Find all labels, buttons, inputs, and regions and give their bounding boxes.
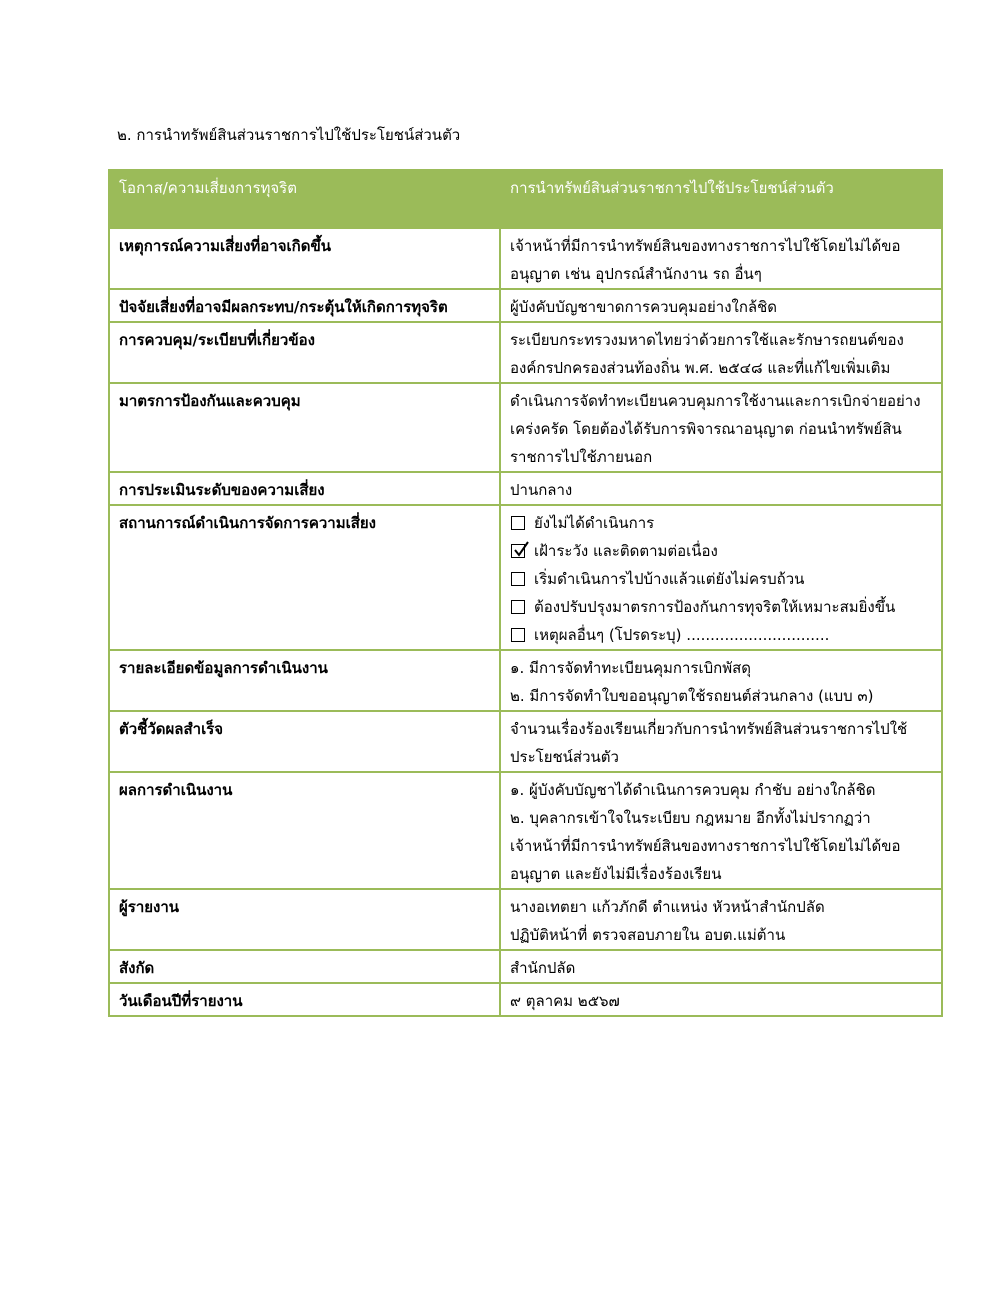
row-value-line: ราชการไปใช้ภายนอก: [510, 448, 653, 466]
checkbox-icon: [511, 600, 525, 614]
row-value: [500, 322, 942, 383]
table-row: [109, 472, 942, 505]
status-option-text: เหตุผลอื่นๆ (โปรดระบุ) ..............................: [534, 626, 830, 644]
table-row: [109, 889, 942, 950]
checkbox-icon: [511, 516, 525, 530]
table-row: [109, 772, 942, 889]
table-row: [109, 228, 942, 289]
row-value-line: อนุญาต และยังไม่มีเรื่องร้องเรียน: [510, 865, 722, 883]
row-value-line: จำนวนเรื่องร้องเรียนเกี่ยวกับการนำทรัพย์สินส่วนราชการไปใช้: [510, 720, 908, 738]
status-options: [500, 505, 942, 650]
row-value: [500, 772, 942, 889]
row-value: [500, 228, 942, 289]
row-value-line: ๑. ผู้บังคับบัญชาได้ดำเนินการควบคุม กำชับ อย่างใกล้ชิด: [510, 781, 876, 799]
table-row: [109, 711, 942, 772]
row-value-line: องค์กรปกครองส่วนท้องถิ่น พ.ศ. ๒๕๔๘ และที่แก้ไขเพิ่มเติม: [510, 359, 891, 377]
row-value-line: ผู้บังคับบัญชาขาดการควบคุมอย่างใกล้ชิด: [510, 298, 778, 316]
row-label: เหตุการณ์ความเสี่ยงที่อาจเกิดขึ้น: [109, 228, 500, 289]
row-value: [500, 472, 942, 505]
row-label: สถานการณ์ดำเนินการจัดการความเสี่ยง: [109, 505, 500, 650]
header-value: การนำทรัพย์สินส่วนราชการไปใช้ประโยชน์ส่วนตัว: [500, 170, 942, 228]
row-label: การควบคุม/ระเบียบที่เกี่ยวข้อง: [109, 322, 500, 383]
row-value: [500, 950, 942, 983]
row-value-line: สำนักปลัด: [510, 959, 576, 977]
status-option: [510, 621, 933, 649]
status-option: [510, 593, 933, 621]
row-value-line: อนุญาต เช่น อุปกรณ์สำนักงาน รถ อื่นๆ: [510, 265, 762, 283]
row-label: ตัวชี้วัดผลสำเร็จ: [109, 711, 500, 772]
row-label: ผลการดำเนินงาน: [109, 772, 500, 889]
row-value: [500, 383, 942, 472]
table-row: [109, 322, 942, 383]
row-value-line: เคร่งครัด โดยต้องได้รับการพิจารณาอนุญาต ก่อนนำทรัพย์สิน: [510, 420, 902, 438]
row-value: [500, 711, 942, 772]
table-row: [109, 983, 942, 1016]
section-heading: ๒. การนำทรัพย์สินส่วนราชการไปใช้ประโยชน์ส่วนตัว: [117, 126, 461, 144]
risk-table: [108, 169, 943, 1017]
status-option-text: ต้องปรับปรุงมาตรการป้องกันการทุจริตให้เหมาะสมยิ่งขึ้น: [534, 598, 896, 616]
row-label: รายละเอียดข้อมูลการดำเนินงาน: [109, 650, 500, 711]
row-value-line: ๙ ตุลาคม ๒๕๖๗: [510, 992, 620, 1010]
table-row: [109, 289, 942, 322]
checkbox-icon: [511, 628, 525, 642]
table-row: [109, 383, 942, 472]
row-label: วันเดือนปีที่รายงาน: [109, 983, 500, 1016]
row-label: ผู้รายงาน: [109, 889, 500, 950]
header-label: โอกาส/ความเสี่ยงการทุจริต: [109, 170, 500, 228]
row-value-line: ๒. บุคลากรเข้าใจในระเบียบ กฎหมาย อีกทั้งไม่ปรากฏว่า: [510, 809, 871, 827]
row-value-line: ๒. มีการจัดทำใบขออนุญาตใช้รถยนต์ส่วนกลาง (แบบ ๓): [510, 687, 874, 705]
row-label: สังกัด: [109, 950, 500, 983]
checked-box-icon: [511, 544, 525, 558]
status-option: [510, 509, 933, 537]
row-value-line: นางอเทตยา แก้วภักดี ตำแหน่ง หัวหน้าสำนักปลัด: [510, 898, 825, 916]
status-option-text: เฝ้าระวัง และติดตามต่อเนื่อง: [534, 542, 718, 560]
row-value-line: เจ้าหน้าที่มีการนำทรัพย์สินของทางราชการไปใช้โดยไม่ได้ขอ: [510, 837, 901, 855]
row-value: [500, 650, 942, 711]
table-header-row: [109, 170, 942, 228]
status-option: [510, 537, 933, 565]
row-label: มาตรการป้องกันและควบคุม: [109, 383, 500, 472]
row-value: [500, 889, 942, 950]
row-label: การประเมินระดับของความเสี่ยง: [109, 472, 500, 505]
table-row: [109, 650, 942, 711]
row-value: [500, 289, 942, 322]
row-value-line: ระเบียบกระทรวงมหาดไทยว่าด้วยการใช้และรักษารถยนต์ของ: [510, 331, 904, 349]
checkbox-icon: [511, 572, 525, 586]
status-row: [109, 505, 942, 650]
row-value-line: ๑. มีการจัดทำทะเบียนคุมการเบิกพัสดุ: [510, 659, 751, 677]
status-option-text: ยังไม่ได้ดำเนินการ: [534, 514, 655, 532]
status-option: [510, 565, 933, 593]
row-label: ปัจจัยเสี่ยงที่อาจมีผลกระทบ/กระตุ้นให้เกิดการทุจริต: [109, 289, 500, 322]
row-value-line: ปฏิบัติหน้าที่ ตรวจสอบภายใน อบต.แม่ต้าน: [510, 926, 786, 944]
row-value-line: ดำเนินการจัดทำทะเบียนควบคุมการใช้งานและการเบิกจ่ายอย่าง: [510, 392, 921, 410]
row-value-line: เจ้าหน้าที่มีการนำทรัพย์สินของทางราชการไปใช้โดยไม่ได้ขอ: [510, 237, 901, 255]
row-value: [500, 983, 942, 1016]
row-value-line: ปานกลาง: [510, 481, 573, 499]
row-value-line: ประโยชน์ส่วนตัว: [510, 748, 619, 766]
status-option-text: เริ่มดำเนินการไปบ้างแล้วแต่ยังไม่ครบถ้วน: [534, 570, 805, 588]
table-row: [109, 950, 942, 983]
